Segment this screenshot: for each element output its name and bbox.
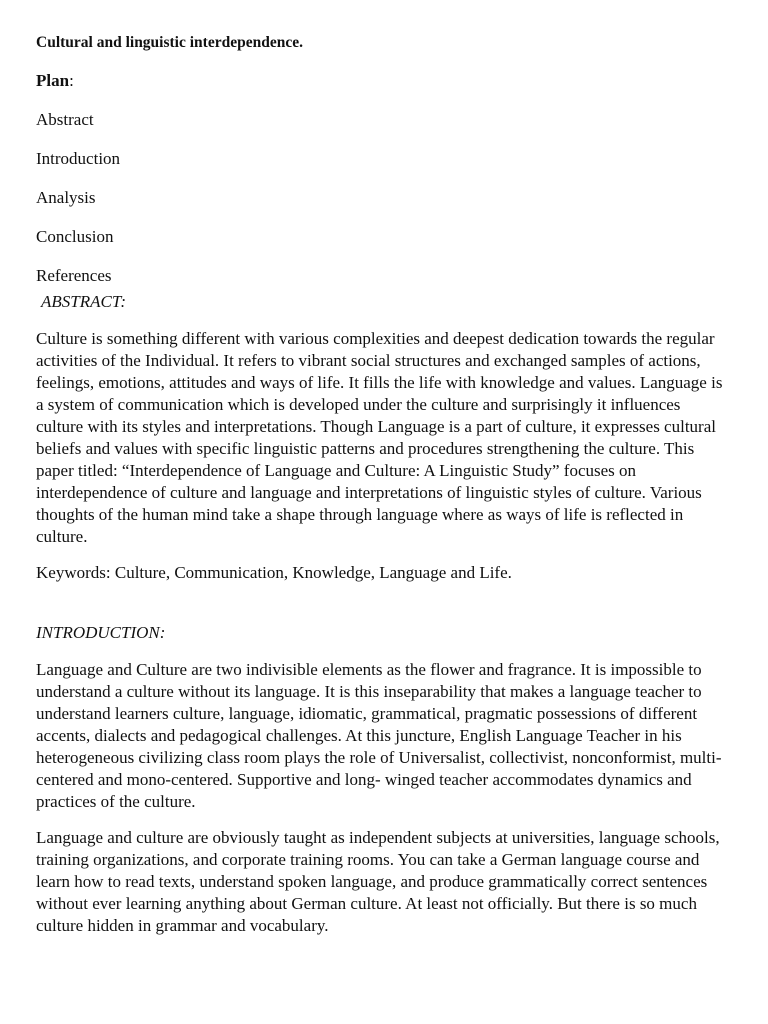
abstract-paragraph: Culture is something different with various complexities and deepest dedication towards the regular activities of the Individual. It refers to vibrant social structures and exchanged samples of actions, feelings, emotions, attitudes and ways of life. It fills the life with knowledge and values. Language is a system of communication which is developed under the culture and surprisingly it influences culture with its styles and interpretations. Though Language is a part of culture, it expresses cultural beliefs and values with specific linguistic patterns and procedures strengthening the culture. This paper titled: “Interdependence of Language and Culture: A Linguistic Study” focuses on interdependence of culture and language and interpretations of linguistic styles of culture. Various thoughts of the human mind take a shape through language where as ways of life is reflected in culture. xyxy=(36,329,723,546)
plan-item-abstract: Abstract xyxy=(36,110,94,129)
plan-label-text: Plan xyxy=(36,71,70,90)
plan-item-references: References xyxy=(36,266,112,285)
abstract-heading: ABSTRACT: xyxy=(41,292,127,311)
plan-item-conclusion: Conclusion xyxy=(36,227,114,246)
introduction-heading: INTRODUCTION: xyxy=(36,623,166,642)
plan-label xyxy=(36,71,736,91)
plan-item-introduction: Introduction xyxy=(36,149,121,168)
plan-label-colon: : xyxy=(69,71,74,90)
document-title: Cultural and linguistic interdependence. xyxy=(36,34,303,51)
document-page xyxy=(36,33,736,950)
introduction-paragraph-2: Language and culture are obviously taught as independent subjects at universities, language schools, training organizations, and corporate training rooms. You can take a German language course and learn how to read texts, understand spoken language, and produce grammatically correct sentences without ever learning anything about German culture. At least not officially. But there is so much culture hidden in grammar and vocabulary. xyxy=(36,828,720,935)
introduction-paragraph-1: Language and Culture are two indivisible elements as the flower and fragrance. It is impossible to understand a culture without its language. It is this inseparability that makes a language teacher to understand learners culture, language, idiomatic, grammatical, pragmatic possessions of different accents, dialects and pedagogical challenges. At this juncture, English Language Teacher in his heterogeneous civilizing class room plays the role of Universalist, collectivist, nonconformist, multi- centered and mono-centered. Supportive and long- winged teacher accommodates dynamics and practices of the culture. xyxy=(36,660,722,811)
keywords-line: Keywords: Culture, Communication, Knowledge, Language and Life. xyxy=(36,563,512,582)
plan-item-analysis: Analysis xyxy=(36,188,96,207)
plan-list xyxy=(36,110,736,286)
